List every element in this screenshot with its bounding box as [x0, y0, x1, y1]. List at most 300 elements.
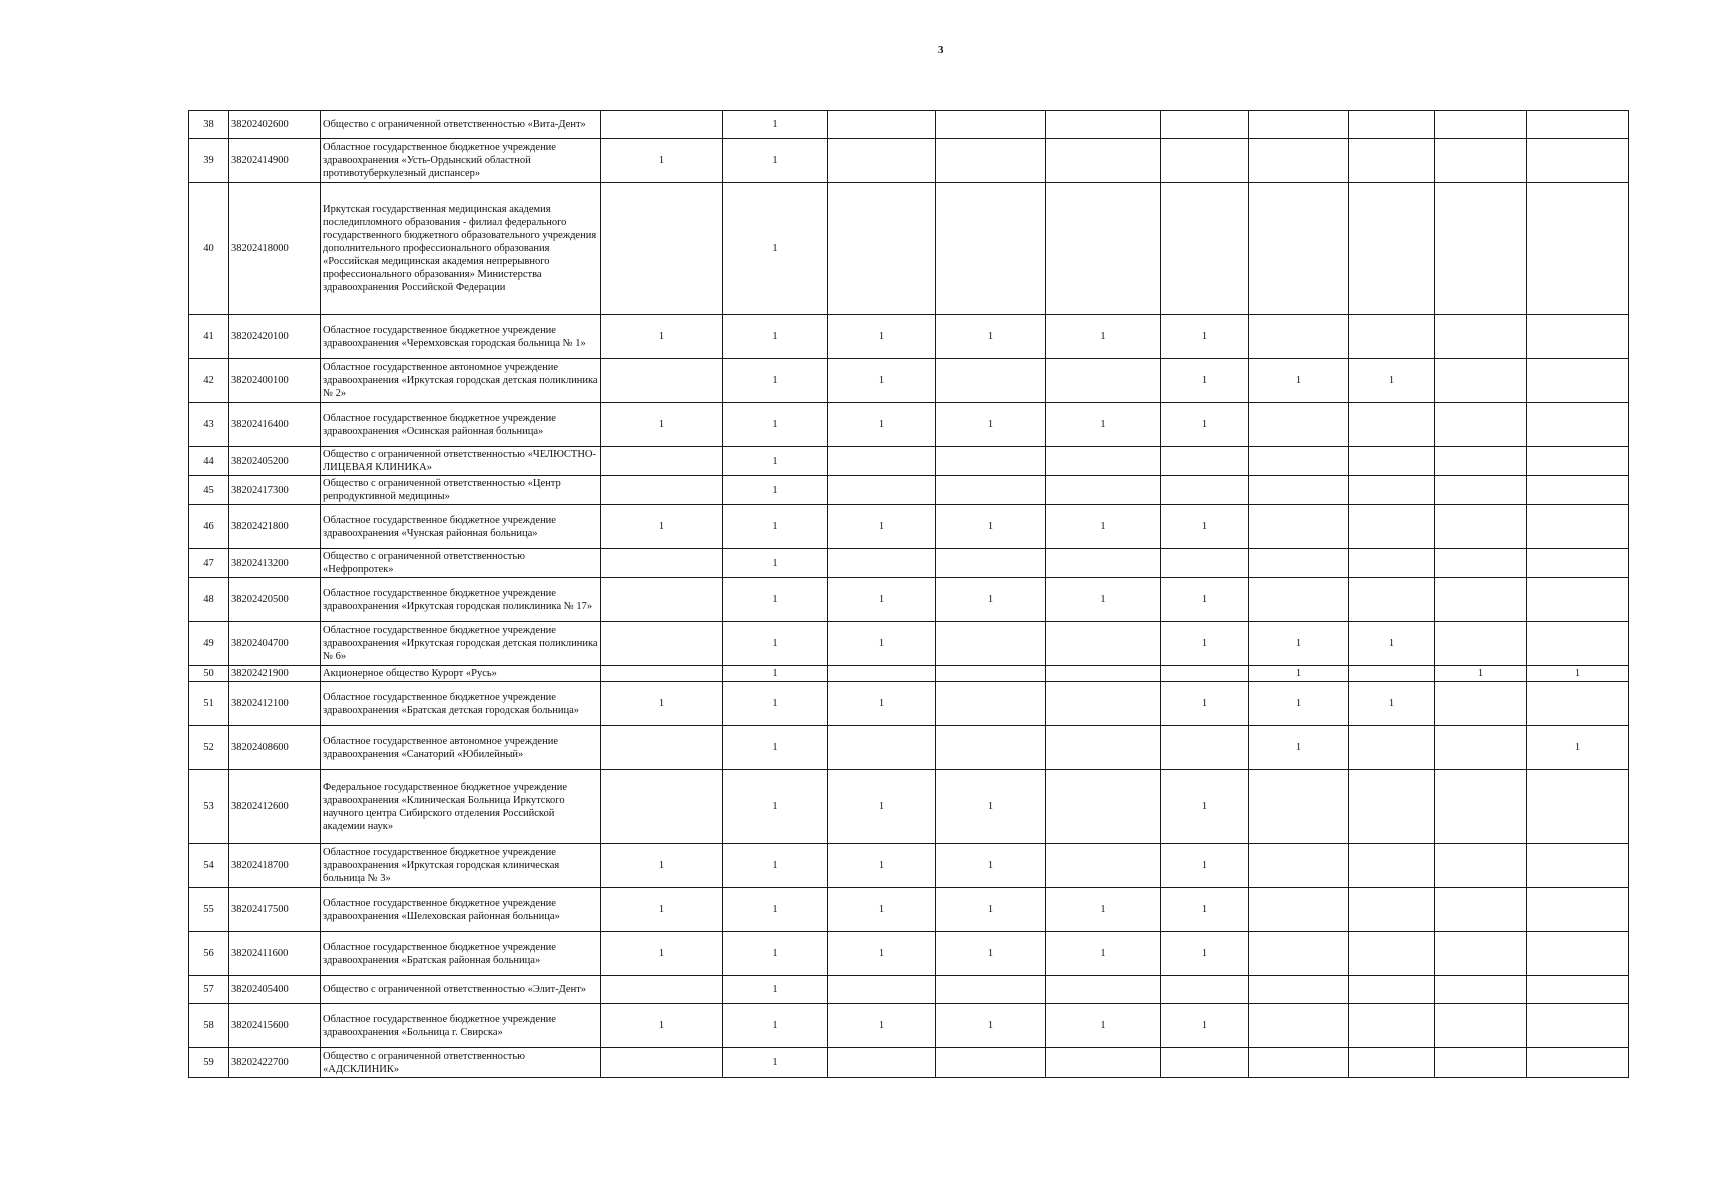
registry-code-cell: 38202420100	[229, 315, 321, 359]
mark-cell	[936, 447, 1046, 476]
registry-code-cell: 38202404700	[229, 622, 321, 666]
mark-cell: 1	[723, 976, 828, 1004]
registry-code-cell: 38202417500	[229, 888, 321, 932]
mark-cell	[601, 976, 723, 1004]
mark-cell: 1	[1046, 315, 1161, 359]
mark-cell	[1435, 447, 1527, 476]
row-number-cell: 43	[189, 403, 229, 447]
table-row	[189, 726, 1629, 770]
registry-code-cell: 38202416400	[229, 403, 321, 447]
mark-cell: 1	[723, 770, 828, 844]
organization-name-cell: Общество с ограниченной ответственностью «Вита-Дент»	[321, 111, 601, 139]
row-number-cell: 55	[189, 888, 229, 932]
registry-code-cell: 38202412600	[229, 770, 321, 844]
mark-cell	[1161, 976, 1249, 1004]
mark-cell: 1	[1249, 726, 1349, 770]
mark-cell	[1349, 183, 1435, 315]
mark-cell: 1	[936, 315, 1046, 359]
mark-cell	[936, 111, 1046, 139]
organization-name-cell: Областное государственное бюджетное учреждение здравоохранения «Иркутская городская поликлиника № 17»	[321, 578, 601, 622]
page-number: 3	[938, 44, 944, 56]
organization-name-cell: Областное государственное бюджетное учреждение здравоохранения «Братская районная больница»	[321, 932, 601, 976]
mark-cell	[1046, 666, 1161, 682]
mark-cell: 1	[936, 770, 1046, 844]
row-number-cell: 52	[189, 726, 229, 770]
row-number-cell: 46	[189, 505, 229, 549]
table-row	[189, 932, 1629, 976]
mark-cell	[936, 1048, 1046, 1078]
mark-cell	[828, 976, 936, 1004]
mark-cell: 1	[723, 682, 828, 726]
mark-cell	[1527, 770, 1629, 844]
mark-cell	[1527, 888, 1629, 932]
mark-cell	[1527, 549, 1629, 578]
mark-cell	[601, 622, 723, 666]
mark-cell: 1	[1249, 359, 1349, 403]
mark-cell	[1349, 1004, 1435, 1048]
mark-cell	[1249, 932, 1349, 976]
mark-cell: 1	[936, 578, 1046, 622]
mark-cell	[1046, 770, 1161, 844]
table-row	[189, 549, 1629, 578]
organization-name-cell: Акционерное общество Курорт «Русь»	[321, 666, 601, 682]
mark-cell: 1	[723, 1004, 828, 1048]
mark-cell	[1349, 403, 1435, 447]
mark-cell	[1527, 139, 1629, 183]
mark-cell	[1249, 183, 1349, 315]
mark-cell	[1435, 1048, 1527, 1078]
mark-cell	[1349, 976, 1435, 1004]
mark-cell	[1527, 682, 1629, 726]
mark-cell: 1	[1527, 666, 1629, 682]
mark-cell: 1	[723, 403, 828, 447]
registry-code-cell: 38202415600	[229, 1004, 321, 1048]
mark-cell: 1	[723, 1048, 828, 1078]
mark-cell	[601, 726, 723, 770]
mark-cell	[936, 359, 1046, 403]
organization-name-cell: Общество с ограниченной ответственностью «Элит-Дент»	[321, 976, 601, 1004]
organization-name-cell: Областное государственное бюджетное учреждение здравоохранения «Больница г. Свирска»	[321, 1004, 601, 1048]
registry-code-cell: 38202402600	[229, 111, 321, 139]
mark-cell	[1046, 976, 1161, 1004]
mark-cell: 1	[723, 183, 828, 315]
mark-cell	[1349, 549, 1435, 578]
mark-cell	[828, 447, 936, 476]
mark-cell	[1046, 549, 1161, 578]
organization-name-cell: Областное государственное бюджетное учреждение здравоохранения «Шелеховская районная больница»	[321, 888, 601, 932]
row-number-cell: 58	[189, 1004, 229, 1048]
mark-cell	[1249, 888, 1349, 932]
mark-cell: 1	[1046, 1004, 1161, 1048]
mark-cell: 1	[1161, 505, 1249, 549]
mark-cell: 1	[1161, 888, 1249, 932]
mark-cell	[1527, 403, 1629, 447]
mark-cell	[1046, 139, 1161, 183]
mark-cell	[1435, 359, 1527, 403]
mark-cell: 1	[1249, 622, 1349, 666]
mark-cell: 1	[1249, 682, 1349, 726]
row-number-cell: 40	[189, 183, 229, 315]
mark-cell: 1	[1161, 1004, 1249, 1048]
mark-cell: 1	[723, 666, 828, 682]
row-number-cell: 59	[189, 1048, 229, 1078]
mark-cell: 1	[828, 932, 936, 976]
mark-cell	[1046, 183, 1161, 315]
table-row	[189, 447, 1629, 476]
mark-cell: 1	[1161, 622, 1249, 666]
mark-cell: 1	[723, 549, 828, 578]
mark-cell	[1161, 666, 1249, 682]
mark-cell: 1	[1435, 666, 1527, 682]
mark-cell: 1	[828, 505, 936, 549]
mark-cell: 1	[601, 139, 723, 183]
mark-cell: 1	[723, 888, 828, 932]
organization-name-cell: Областное государственное бюджетное учреждение здравоохранения «Черемховская городская больница № 1»	[321, 315, 601, 359]
registry-code-cell: 38202421900	[229, 666, 321, 682]
table-row	[189, 844, 1629, 888]
mark-cell	[1527, 505, 1629, 549]
registry-code-cell: 38202413200	[229, 549, 321, 578]
organization-name-cell: Общество с ограниченной ответственностью «Нефропротек»	[321, 549, 601, 578]
mark-cell	[828, 666, 936, 682]
mark-cell	[1435, 549, 1527, 578]
table-row	[189, 505, 1629, 549]
mark-cell: 1	[1161, 315, 1249, 359]
table-row	[189, 476, 1629, 505]
mark-cell	[936, 682, 1046, 726]
organization-name-cell: Областное государственное автономное учреждение здравоохранения «Санаторий «Юбилейный»	[321, 726, 601, 770]
registry-code-cell: 38202422700	[229, 1048, 321, 1078]
mark-cell	[1249, 447, 1349, 476]
table-row	[189, 682, 1629, 726]
table-row	[189, 1048, 1629, 1078]
organization-name-cell: Областное государственное бюджетное учреждение здравоохранения «Братская детская городская больница»	[321, 682, 601, 726]
mark-cell	[828, 726, 936, 770]
mark-cell	[1435, 682, 1527, 726]
mark-cell	[1349, 844, 1435, 888]
registry-code-cell: 38202408600	[229, 726, 321, 770]
mark-cell: 1	[1161, 844, 1249, 888]
registry-code-cell: 38202412100	[229, 682, 321, 726]
mark-cell	[1161, 183, 1249, 315]
row-number-cell: 49	[189, 622, 229, 666]
mark-cell	[828, 1048, 936, 1078]
mark-cell	[936, 476, 1046, 505]
mark-cell: 1	[1046, 888, 1161, 932]
table-row	[189, 888, 1629, 932]
mark-cell: 1	[1046, 578, 1161, 622]
row-number-cell: 53	[189, 770, 229, 844]
mark-cell: 1	[1349, 682, 1435, 726]
mark-cell	[1435, 1004, 1527, 1048]
table-row	[189, 183, 1629, 315]
mark-cell: 1	[723, 447, 828, 476]
mark-cell: 1	[936, 888, 1046, 932]
row-number-cell: 44	[189, 447, 229, 476]
mark-cell	[936, 622, 1046, 666]
registry-code-cell: 38202400100	[229, 359, 321, 403]
registry-code-cell: 38202411600	[229, 932, 321, 976]
row-number-cell: 47	[189, 549, 229, 578]
mark-cell: 1	[828, 682, 936, 726]
mark-cell	[1527, 111, 1629, 139]
mark-cell: 1	[601, 844, 723, 888]
row-number-cell: 57	[189, 976, 229, 1004]
mark-cell	[1249, 139, 1349, 183]
mark-cell: 1	[723, 622, 828, 666]
mark-cell: 1	[723, 726, 828, 770]
mark-cell	[601, 359, 723, 403]
mark-cell: 1	[1161, 770, 1249, 844]
mark-cell	[1349, 578, 1435, 622]
row-number-cell: 56	[189, 932, 229, 976]
mark-cell	[1435, 476, 1527, 505]
mark-cell	[1161, 447, 1249, 476]
mark-cell: 1	[723, 932, 828, 976]
mark-cell: 1	[601, 888, 723, 932]
mark-cell: 1	[1527, 726, 1629, 770]
mark-cell	[1349, 726, 1435, 770]
mark-cell	[936, 139, 1046, 183]
row-number-cell: 42	[189, 359, 229, 403]
mark-cell	[1046, 111, 1161, 139]
mark-cell: 1	[1046, 403, 1161, 447]
mark-cell	[1249, 578, 1349, 622]
mark-cell	[1435, 770, 1527, 844]
mark-cell	[1435, 932, 1527, 976]
mark-cell	[1161, 1048, 1249, 1078]
table-body	[189, 111, 1629, 1078]
mark-cell: 1	[1161, 682, 1249, 726]
organization-name-cell: Областное государственное бюджетное учреждение здравоохранения «Иркутская городская клиническая больница № 3»	[321, 844, 601, 888]
mark-cell	[1161, 139, 1249, 183]
mark-cell: 1	[1161, 403, 1249, 447]
mark-cell	[1161, 549, 1249, 578]
mark-cell	[936, 666, 1046, 682]
mark-cell	[1527, 976, 1629, 1004]
mark-cell	[1349, 447, 1435, 476]
mark-cell	[601, 183, 723, 315]
mark-cell	[601, 111, 723, 139]
organization-name-cell: Федеральное государственное бюджетное учреждение здравоохранения «Клиническая Больница Иркутского научного центра Сибирского отделения Российской академии наук»	[321, 770, 601, 844]
mark-cell: 1	[828, 578, 936, 622]
mark-cell	[1046, 476, 1161, 505]
registry-code-cell: 38202421800	[229, 505, 321, 549]
mark-cell	[1249, 1048, 1349, 1078]
mark-cell	[1249, 476, 1349, 505]
mark-cell: 1	[1349, 359, 1435, 403]
registry-code-cell: 38202420500	[229, 578, 321, 622]
mark-cell: 1	[601, 505, 723, 549]
mark-cell	[1249, 844, 1349, 888]
row-number-cell: 50	[189, 666, 229, 682]
mark-cell	[936, 549, 1046, 578]
mark-cell	[1349, 315, 1435, 359]
mark-cell	[1435, 888, 1527, 932]
mark-cell: 1	[1046, 932, 1161, 976]
mark-cell	[1435, 183, 1527, 315]
mark-cell	[1527, 1004, 1629, 1048]
table-row	[189, 770, 1629, 844]
mark-cell: 1	[601, 682, 723, 726]
organization-name-cell: Иркутская государственная медицинская академия последипломного образования - филиал федерального государственного бюджетного образовательного учреждения дополнительного профессионального образования «Российская медицинская академия непрерывного профессионального образования» Министерства здравоохранения Российской Федерации	[321, 183, 601, 315]
mark-cell	[1435, 139, 1527, 183]
mark-cell: 1	[723, 111, 828, 139]
organization-name-cell: Общество с ограниченной ответственностью «АДСКЛИНИК»	[321, 1048, 601, 1078]
mark-cell: 1	[936, 844, 1046, 888]
mark-cell	[1046, 682, 1161, 726]
registry-code-cell: 38202417300	[229, 476, 321, 505]
registry-code-cell: 38202418000	[229, 183, 321, 315]
table-row	[189, 315, 1629, 359]
table-row	[189, 139, 1629, 183]
mark-cell	[601, 549, 723, 578]
mark-cell: 1	[828, 403, 936, 447]
mark-cell	[1161, 111, 1249, 139]
organization-name-cell: Общество с ограниченной ответственностью «Центр репродуктивной медицины»	[321, 476, 601, 505]
mark-cell	[1046, 359, 1161, 403]
mark-cell: 1	[828, 844, 936, 888]
mark-cell	[1435, 844, 1527, 888]
mark-cell	[1527, 447, 1629, 476]
mark-cell: 1	[723, 359, 828, 403]
row-number-cell: 39	[189, 139, 229, 183]
mark-cell	[601, 770, 723, 844]
mark-cell: 1	[828, 888, 936, 932]
mark-cell	[1046, 844, 1161, 888]
mark-cell: 1	[1161, 932, 1249, 976]
table-row	[189, 622, 1629, 666]
mark-cell: 1	[828, 770, 936, 844]
register-table	[188, 110, 1629, 1078]
mark-cell	[1435, 726, 1527, 770]
mark-cell	[1046, 726, 1161, 770]
mark-cell	[1249, 505, 1349, 549]
mark-cell: 1	[723, 139, 828, 183]
mark-cell	[1349, 666, 1435, 682]
mark-cell	[828, 139, 936, 183]
mark-cell	[1249, 549, 1349, 578]
mark-cell	[1527, 578, 1629, 622]
mark-cell: 1	[828, 1004, 936, 1048]
mark-cell: 1	[1249, 666, 1349, 682]
mark-cell	[1349, 111, 1435, 139]
mark-cell	[1249, 315, 1349, 359]
mark-cell	[601, 666, 723, 682]
mark-cell: 1	[723, 578, 828, 622]
mark-cell: 1	[936, 932, 1046, 976]
mark-cell: 1	[1349, 622, 1435, 666]
organization-name-cell: Областное государственное бюджетное учреждение здравоохранения «Иркутская городская детская поликлиника № 6»	[321, 622, 601, 666]
table-row	[189, 578, 1629, 622]
mark-cell	[936, 726, 1046, 770]
mark-cell	[828, 183, 936, 315]
mark-cell	[1435, 622, 1527, 666]
mark-cell	[1435, 505, 1527, 549]
mark-cell: 1	[723, 315, 828, 359]
mark-cell	[1349, 932, 1435, 976]
registry-code-cell: 38202418700	[229, 844, 321, 888]
mark-cell	[1249, 1004, 1349, 1048]
table-row	[189, 666, 1629, 682]
mark-cell: 1	[1161, 359, 1249, 403]
mark-cell	[1435, 976, 1527, 1004]
mark-cell	[1046, 622, 1161, 666]
mark-cell	[1435, 111, 1527, 139]
mark-cell	[828, 476, 936, 505]
mark-cell: 1	[601, 1004, 723, 1048]
row-number-cell: 51	[189, 682, 229, 726]
mark-cell	[828, 549, 936, 578]
mark-cell	[1249, 976, 1349, 1004]
mark-cell: 1	[828, 359, 936, 403]
mark-cell	[936, 976, 1046, 1004]
mark-cell	[601, 1048, 723, 1078]
row-number-cell: 54	[189, 844, 229, 888]
mark-cell: 1	[828, 622, 936, 666]
table-row	[189, 111, 1629, 139]
row-number-cell: 38	[189, 111, 229, 139]
mark-cell	[1249, 770, 1349, 844]
mark-cell	[1349, 770, 1435, 844]
registry-code-cell: 38202405400	[229, 976, 321, 1004]
mark-cell	[1435, 403, 1527, 447]
mark-cell	[1046, 1048, 1161, 1078]
mark-cell	[1349, 1048, 1435, 1078]
mark-cell: 1	[1046, 505, 1161, 549]
mark-cell: 1	[601, 932, 723, 976]
registry-code-cell: 38202414900	[229, 139, 321, 183]
mark-cell: 1	[723, 505, 828, 549]
row-number-cell: 48	[189, 578, 229, 622]
mark-cell	[1349, 888, 1435, 932]
mark-cell: 1	[936, 403, 1046, 447]
mark-cell	[1349, 476, 1435, 505]
mark-cell: 1	[601, 315, 723, 359]
organization-name-cell: Областное государственное автономное учреждение здравоохранения «Иркутская городская детская поликлиника № 2»	[321, 359, 601, 403]
table-row	[189, 403, 1629, 447]
table-row	[189, 976, 1629, 1004]
mark-cell	[1527, 1048, 1629, 1078]
organization-name-cell: Областное государственное бюджетное учреждение здравоохранения «Усть-Ордынский областной противотуберкулезный диспансер»	[321, 139, 601, 183]
organization-name-cell: Областное государственное бюджетное учреждение здравоохранения «Осинская районная больница»	[321, 403, 601, 447]
mark-cell: 1	[723, 476, 828, 505]
mark-cell	[1249, 403, 1349, 447]
registry-code-cell: 38202405200	[229, 447, 321, 476]
organization-name-cell: Областное государственное бюджетное учреждение здравоохранения «Чунская районная больница»	[321, 505, 601, 549]
mark-cell	[1249, 111, 1349, 139]
mark-cell	[1527, 622, 1629, 666]
mark-cell: 1	[828, 315, 936, 359]
mark-cell	[1527, 183, 1629, 315]
mark-cell: 1	[936, 505, 1046, 549]
row-number-cell: 45	[189, 476, 229, 505]
row-number-cell: 41	[189, 315, 229, 359]
table-row	[189, 359, 1629, 403]
mark-cell	[1527, 932, 1629, 976]
mark-cell	[1527, 476, 1629, 505]
mark-cell	[936, 183, 1046, 315]
mark-cell	[1161, 476, 1249, 505]
organization-name-cell: Общество с ограниченной ответственностью «ЧЕЛЮСТНО-ЛИЦЕВАЯ КЛИНИКА»	[321, 447, 601, 476]
mark-cell	[1046, 447, 1161, 476]
mark-cell	[1435, 578, 1527, 622]
mark-cell	[828, 111, 936, 139]
mark-cell	[1161, 726, 1249, 770]
mark-cell: 1	[601, 403, 723, 447]
mark-cell	[601, 447, 723, 476]
mark-cell	[1435, 315, 1527, 359]
